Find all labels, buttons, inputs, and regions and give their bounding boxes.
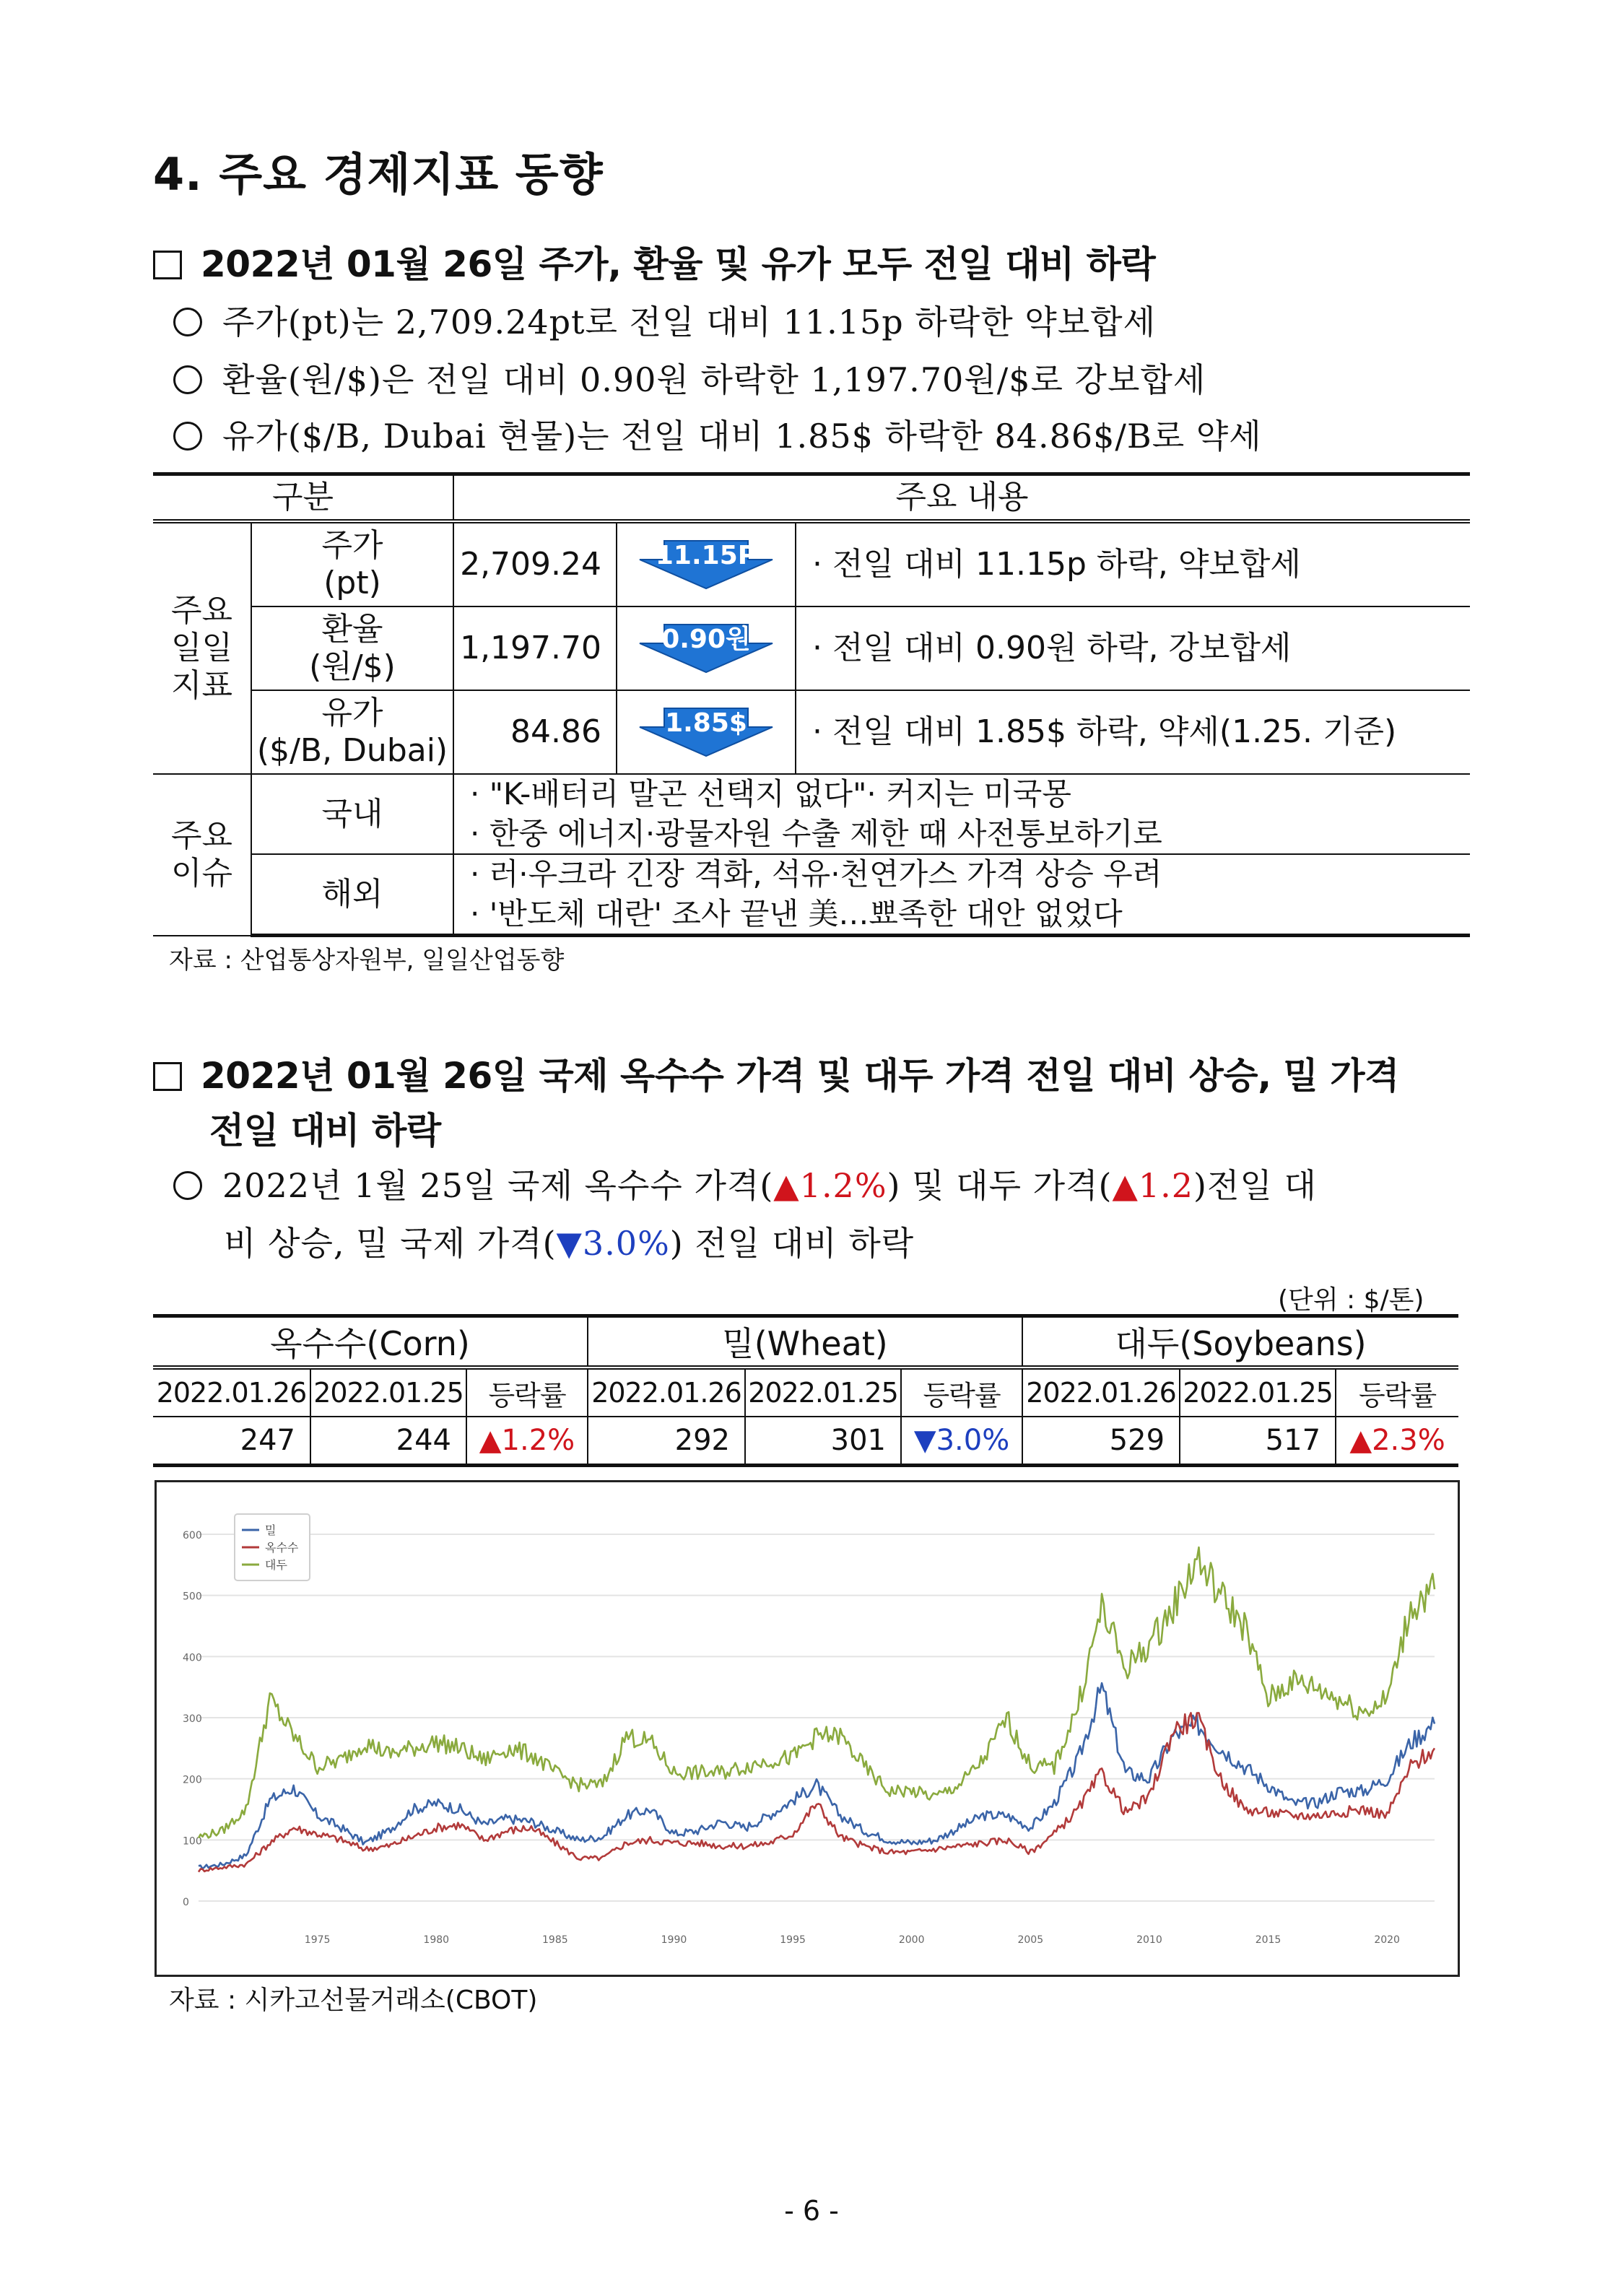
x-tick-label: 1995 [780, 1934, 806, 1946]
issue-overseas-content: · 러·우크라 긴장 격화, 석유·천연가스 가격 상승 우려 · '반도체 대란' 조사 끝낸 美…뾰족한 대안 없었다 [453, 854, 1470, 936]
group-soybeans: 대두(Soybeans) [1022, 1316, 1458, 1368]
subsection-1-text: 2022년 01월 26일 주가, 환율 및 유가 모두 전일 대비 하락 [201, 243, 1156, 285]
down-arrow-icon: 0.90원 [635, 622, 777, 675]
indicator-value: 84.86 [453, 690, 617, 774]
x-tick-label: 1980 [423, 1934, 450, 1946]
circle-bullet-icon [173, 422, 202, 451]
col-date-25: 2022.01.25 [310, 1367, 466, 1417]
indicator-table [153, 472, 1470, 937]
x-tick-label: 1985 [542, 1934, 568, 1946]
col-date-25: 2022.01.25 [1180, 1367, 1336, 1417]
grain-group-header [153, 1316, 1458, 1368]
bullet-grain-cont: 비 상승, 밀 국제 가격(▼3.0%) 전일 대비 하락 [224, 1224, 915, 1263]
soy-change: ▲2.3% [1336, 1417, 1458, 1466]
x-tick-label: 1975 [304, 1934, 331, 1946]
circle-bullet-icon [173, 308, 202, 336]
table1-source: 자료 : 산업통상자원부, 일일산업동향 [169, 946, 565, 975]
y-tick-label: 400 [183, 1652, 202, 1664]
indicator-value: 1,197.70 [453, 606, 617, 690]
issue-domestic-label: 국내 [251, 774, 453, 854]
legend-label: 밀 [265, 1523, 277, 1537]
group-wheat: 밀(Wheat) [588, 1316, 1022, 1368]
bullet-exchange: 환율(원/$)은 전일 대비 0.90원 하락한 1,197.70원/$로 강보합세 [173, 354, 1206, 401]
table-row [153, 606, 1470, 690]
indicator-change [617, 521, 796, 606]
col-change: 등락률 [1336, 1367, 1458, 1417]
x-tick-label: 2020 [1374, 1934, 1400, 1946]
indicator-note: · 전일 대비 11.15p 하락, 약보합세 [796, 521, 1470, 606]
legend-label: 옥수수 [265, 1541, 299, 1554]
table-row [153, 854, 1470, 936]
circle-bullet-icon [173, 1171, 202, 1200]
col-date-26: 2022.01.26 [153, 1367, 310, 1417]
table-row [153, 521, 1470, 606]
wheat-price-26: 292 [588, 1417, 745, 1466]
header-content: 주요 내용 [453, 474, 1470, 522]
series-line-corn [199, 1713, 1435, 1871]
indicator-name: 환율 (원/$) [251, 606, 453, 690]
unit-label: (단위 : $/톤) [1278, 1285, 1424, 1315]
section-title: 4. 주요 경제지표 동향 [153, 148, 604, 201]
issue-domestic-content: · "K-배터리 말곤 선택지 없다"· 커지는 미국몽 · 한중 에너지·광물자원 수출 제한 때 사전통보하기로 [453, 774, 1470, 854]
indicator-value: 2,709.24 [453, 521, 617, 606]
chart-svg [157, 1482, 1458, 1975]
legend-label: 대두 [265, 1558, 287, 1572]
grain-price-table [153, 1314, 1458, 1467]
y-tick-label: 100 [183, 1835, 202, 1848]
indicator-name: 주가 (pt) [251, 521, 453, 606]
indicator-note: · 전일 대비 0.90원 하락, 강보합세 [796, 606, 1470, 690]
y-tick-label: 500 [183, 1591, 202, 1603]
down-arrow-icon: 11.15P [635, 538, 777, 591]
issue-overseas-label: 해외 [251, 854, 453, 936]
col-change: 등락률 [466, 1367, 588, 1417]
indicator-change [617, 690, 796, 774]
page-number: - 6 - [784, 2195, 839, 2227]
subsection-2-title-cont: 전일 대비 하락 [209, 1110, 441, 1152]
x-tick-label: 2010 [1136, 1934, 1162, 1946]
x-tick-label: 2005 [1017, 1934, 1044, 1946]
checkbox-icon [153, 251, 182, 279]
x-tick-label: 2015 [1255, 1934, 1282, 1946]
subsection-2-title: 2022년 01월 26일 국제 옥수수 가격 및 대두 가격 전일 대비 상승, 밀 가격 [153, 1047, 1399, 1099]
indicator-name: 유가 ($/B, Dubai) [251, 690, 453, 774]
y-tick-label: 200 [183, 1774, 202, 1786]
group-key-issues: 주요 이슈 [153, 774, 251, 936]
soy-price-26: 529 [1022, 1417, 1180, 1466]
circle-bullet-icon [173, 365, 202, 394]
series-line-wheat [199, 1683, 1435, 1869]
group-daily-indicators: 주요 일일 지표 [153, 521, 251, 774]
header-category: 구분 [153, 474, 453, 522]
checkbox-icon [153, 1062, 182, 1091]
col-date-26: 2022.01.26 [588, 1367, 745, 1417]
indicator-table-header [153, 474, 1470, 522]
down-arrow-icon: 1.85$ [635, 705, 777, 759]
bullet-stock: 주가(pt)는 2,709.24pt로 전일 대비 11.15p 하락한 약보합세 [173, 296, 1156, 344]
table-row [153, 1417, 1458, 1466]
indicator-change [617, 606, 796, 690]
x-tick-label: 1990 [661, 1934, 687, 1946]
col-date-25: 2022.01.25 [745, 1367, 901, 1417]
y-tick-label: 600 [183, 1530, 202, 1541]
bullet-oil: 유가($/B, Dubai 현물)는 전일 대비 1.85$ 하락한 84.86$/B로 약세 [173, 410, 1262, 458]
grain-price-chart [155, 1480, 1460, 1977]
col-date-26: 2022.01.26 [1022, 1367, 1180, 1417]
table-row [153, 774, 1470, 854]
y-tick-label: 0 [183, 1897, 189, 1908]
corn-price-26: 247 [153, 1417, 310, 1466]
series-line-soybeans [199, 1547, 1435, 1838]
wheat-price-25: 301 [745, 1417, 901, 1466]
col-change: 등락률 [901, 1367, 1022, 1417]
wheat-change: ▼3.0% [901, 1417, 1022, 1466]
table-row [153, 690, 1470, 774]
y-tick-label: 300 [183, 1713, 202, 1725]
corn-change: ▲1.2% [466, 1417, 588, 1466]
x-tick-label: 2000 [898, 1934, 925, 1946]
bullet-grain: 2022년 1월 25일 국제 옥수수 가격(▲1.2%) 및 대두 가격(▲1.2)전일 대 [173, 1160, 1317, 1207]
chart-source: 자료 : 시카고선물거래소(CBOT) [169, 1986, 538, 2015]
soy-price-25: 517 [1180, 1417, 1336, 1466]
subsection-1-title [153, 235, 1155, 287]
group-corn: 옥수수(Corn) [153, 1316, 588, 1368]
indicator-note: · 전일 대비 1.85$ 하락, 약세(1.25. 기준) [796, 690, 1470, 774]
grain-sub-header [153, 1367, 1458, 1417]
corn-price-25: 244 [310, 1417, 466, 1466]
